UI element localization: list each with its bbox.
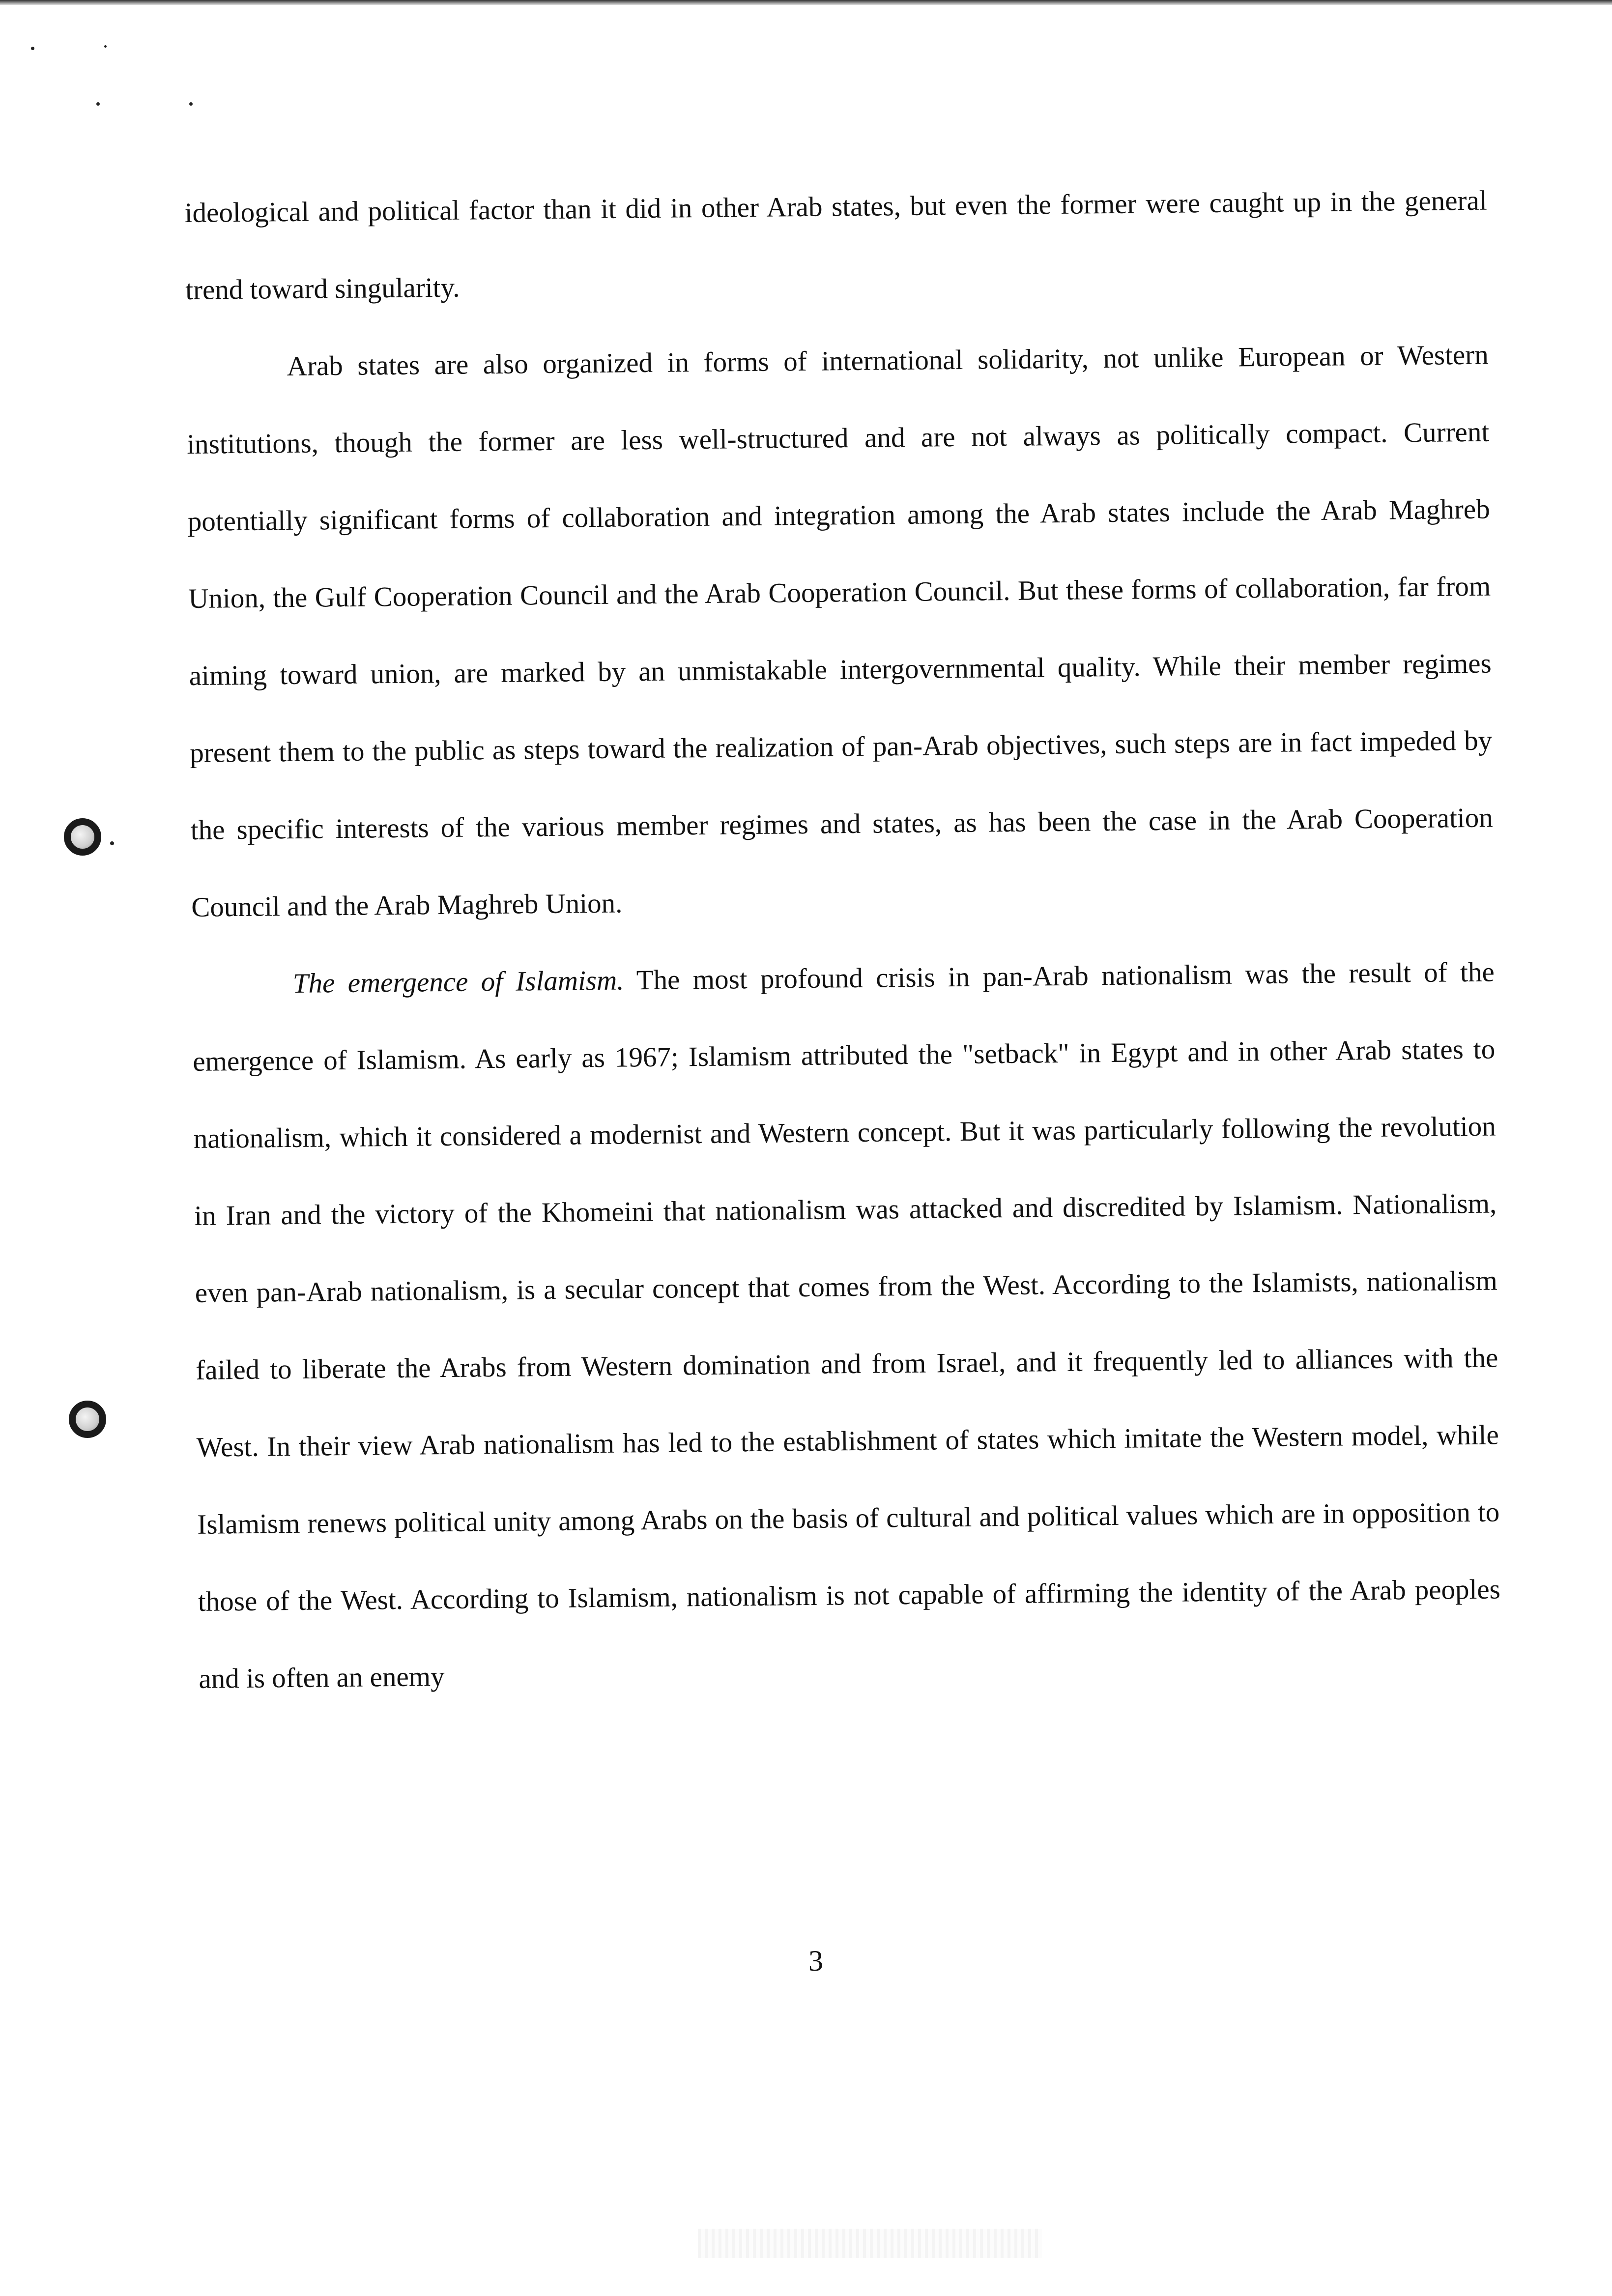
scan-speck xyxy=(31,47,34,50)
scan-top-edge xyxy=(0,0,1612,5)
paragraph-text: Arab states are also organized in forms of international solidarity, not unlike European or Western institutions, though the former are less well-structured and are not always as politically compact. Current potentially significant forms of collaboration and integration among the Arab states include the Arab Maghreb Union, the Gulf Cooperation Council and the Arab Cooperation Council. But these forms of collaboration, far from aiming toward union, are marked by an unmistakable intergovernmental quality. While their member regimes present them to the public as steps toward the realization of pan-Arab objectives, such steps are in fact impeded by the specific interests of the various member regimes and states, as has been the case in the Arab Cooperation Council and the Arab Maghreb Union. xyxy=(186,339,1493,923)
scan-speck xyxy=(189,102,193,106)
paragraph-arab-solidarity xyxy=(186,316,1494,946)
section-run-in-heading: The emergence of Islamism. xyxy=(292,965,624,999)
punch-hole-lower xyxy=(69,1401,106,1438)
paragraph-text: The most profound crisis in pan-Arab nationalism was the result of the emergence of Islamism. As early as 1967; Islamism attributed the "setback" in Egypt and in other Arab states to nationalism, which it considered a modernist and Western concept. But it was particularly following the revolution in Iran and the victory of the Khomeini that nationalism was attacked and discredited by Islamism. Nationalism, even pan-Arab nationalism, is a secular concept that comes from the West. According to the Islamists, nationalism failed to liberate the Arabs from Western domination and from Israel, and it frequently led to alliances with the West. In their view Arab nationalism has led to the establishment of states which imitate the Western model, while Islamism renews political unity among Arabs on the basis of cultural and political values which are in opposition to those of the West. According to Islamism, nationalism is not capable of affirming the identity of the Arab peoples and is often an enemy xyxy=(193,956,1501,1694)
paragraph-islamism xyxy=(192,933,1501,1717)
paragraph-text: ideological and political factor than it did in other Arab states, but even the former were caught up in the general trend toward singularity. xyxy=(184,185,1487,306)
scan-speck xyxy=(110,841,114,845)
document-body xyxy=(184,162,1501,1718)
scan-artifact xyxy=(698,2229,1042,2258)
scan-speck xyxy=(96,102,100,106)
punch-hole-upper xyxy=(64,818,101,856)
scan-speck xyxy=(104,45,107,48)
paragraph-continued xyxy=(184,162,1488,329)
page-number: 3 xyxy=(808,1945,823,1977)
